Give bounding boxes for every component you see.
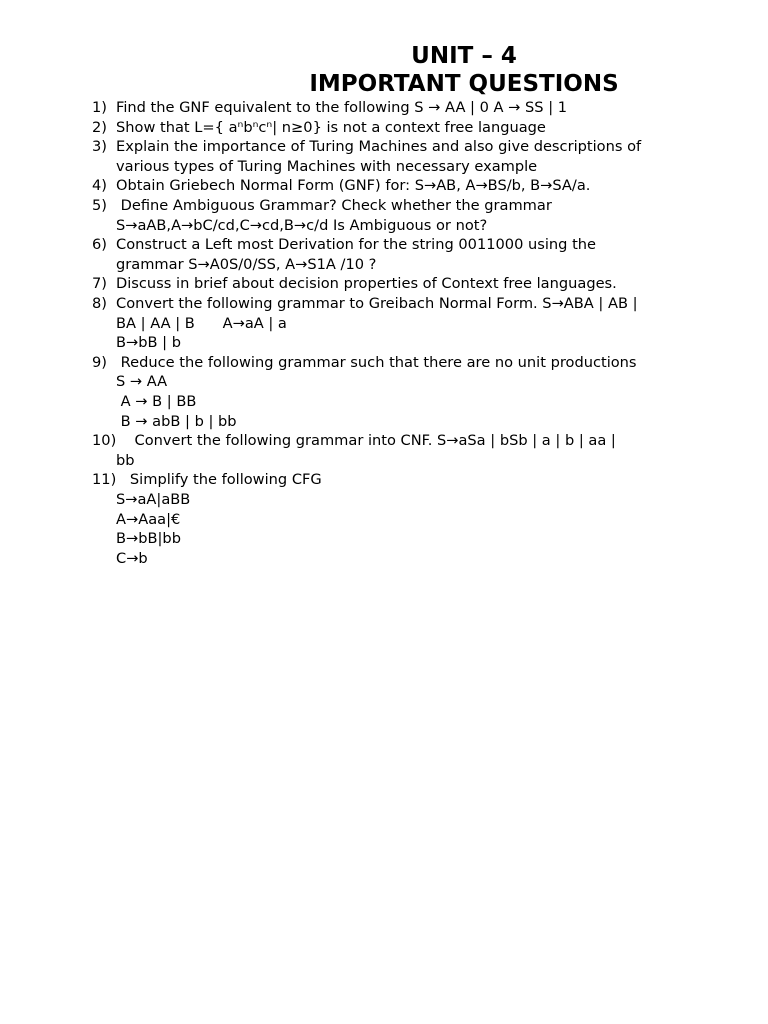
question-text: C→b <box>116 549 148 567</box>
question-text: Construct a Left most Derivation for the string 0011000 using the <box>116 236 597 254</box>
question-text: B → abB | b | bb <box>116 412 237 430</box>
question-text: A → B | BB <box>116 393 197 410</box>
question-text: S → AA <box>116 373 168 391</box>
question-text: B→bB | b <box>116 334 181 352</box>
question-number: 4) <box>92 177 107 195</box>
question-text: Explain the importance of Turing Machines and also give descriptions of <box>116 138 642 156</box>
question-number: 8) <box>92 295 107 312</box>
question-text: S→aAB,A→bC/cd,C→cd,B→c/d Is Ambiguous or not? <box>116 216 488 234</box>
question-text: B→bB|bb <box>116 530 181 548</box>
question-text: Define Ambiguous Grammar? Check whether the grammar <box>116 197 552 214</box>
question-number: 3) <box>92 138 107 156</box>
question-number: 10) <box>92 432 117 450</box>
question-number: 9) <box>92 353 107 371</box>
question-number: 5) <box>92 197 107 214</box>
page-title: IMPORTANT QUESTIONS <box>309 71 619 97</box>
question-text: Find the GNF equivalent to the following S → AA | 0 A → SS | 1 <box>116 99 568 116</box>
question-text: Convert the following grammar to Greibach Normal Form. S→ABA | AB | <box>116 295 638 312</box>
question-text: S→aA|aBB <box>116 491 191 508</box>
question-text: BA | AA | B A→aA | a <box>116 314 287 332</box>
question-text: A→Aaa|€ <box>116 510 181 528</box>
question-text: various types of Turing Machines with necessary example <box>116 157 538 175</box>
question-number: 2) <box>92 118 107 136</box>
question-text: grammar S→A0S/0/SS, A→S1A /10 ? <box>116 255 377 273</box>
question-text: Discuss in brief about decision properties of Context free languages. <box>116 275 617 293</box>
question-text: Simplify the following CFG <box>116 471 322 489</box>
question-number: 7) <box>92 275 107 293</box>
question-text: bb <box>116 451 135 469</box>
question-number: 6) <box>92 236 107 254</box>
question-text: Reduce the following grammar such that there are no unit productions <box>116 353 637 371</box>
unit-title: UNIT – 4 <box>411 43 517 69</box>
question-text: Convert the following grammar into CNF. S→aSa | bSb | a | b | aa | <box>116 432 616 450</box>
question-text: Obtain Griebech Normal Form (GNF) for: S→AB, A→BS/b, B→SA/a. <box>116 177 591 195</box>
question-number: 1) <box>92 99 107 116</box>
question-text: Show that L={ aⁿbⁿcⁿ| n≥0} is not a context free language <box>116 118 546 136</box>
question-number: 11) <box>92 471 117 489</box>
